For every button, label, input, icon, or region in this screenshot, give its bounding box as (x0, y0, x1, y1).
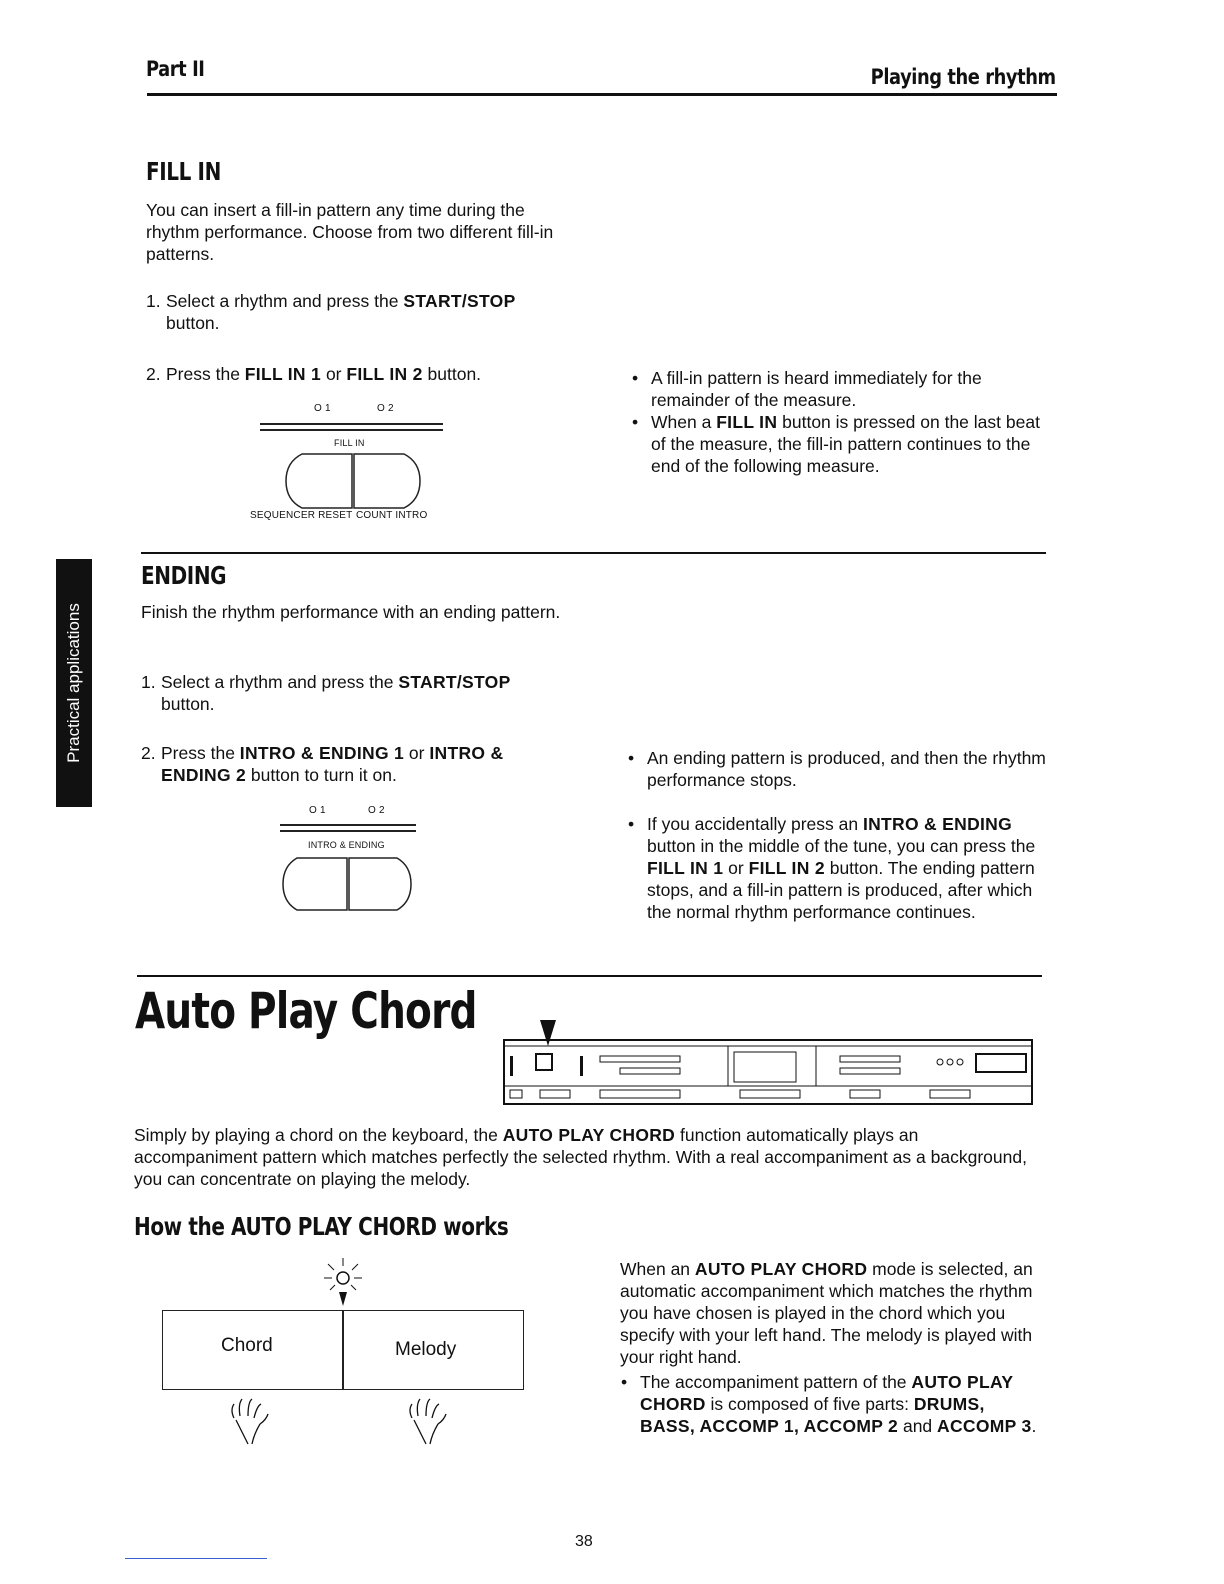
right-hand-icon (402, 1396, 450, 1446)
fill-in-intro: You can insert a fill-in pattern any time during the rhythm performance. Choose from two different fill-in patterns. (146, 200, 554, 264)
melody-zone (342, 1310, 524, 1390)
step-number: 1. (141, 672, 156, 692)
list-item: • If you accidentally press an INTRO & ENDING button in the middle of the tune, you can press the FILL IN 1 or FILL IN 2 button. The ending pattern stops, and a fill-in pattern is produced, after which the normal rhythm performance continues. (621, 813, 1051, 923)
fill-in-heading: FILL IN (146, 157, 221, 186)
step-number: 2. (141, 743, 156, 763)
ending-step-2 (141, 742, 571, 786)
start-stop-label: START/STOP (398, 672, 511, 692)
step-text: button. (422, 364, 482, 384)
intro-ending-button-diagram (275, 800, 425, 915)
ending-step-1 (141, 671, 571, 715)
start-stop-label: START/STOP (403, 291, 516, 311)
left-hand-icon (224, 1396, 272, 1446)
fill-in-button-diagram (250, 398, 450, 528)
ending-intro: Finish the rhythm performance with an ending pattern. (141, 602, 561, 622)
step-text-cont: button. (166, 313, 220, 333)
fill-in-1-label: FILL IN 1 (244, 364, 322, 384)
page-number: 38 (575, 1533, 593, 1550)
auto-play-intro: Simply by playing a chord on the keyboard, the AUTO PLAY CHORD function automatically plays an accompaniment pattern which matches perfectly the selected rhythm. With a real accompaniment as a background, you can concentrate on playing the melody. (134, 1125, 1027, 1189)
chord-label: Chord (221, 1335, 273, 1356)
intro-ending-group-label: INTRO & ENDING (308, 840, 385, 850)
ending-heading: ENDING (141, 561, 227, 590)
split-point-light-icon (318, 1250, 368, 1308)
section-divider (137, 975, 1042, 977)
list-item: • A fill-in pattern is heard immediately for the remainder of the measure. (625, 367, 1055, 411)
step-number: 2. (146, 364, 161, 384)
step-text: Select a rhythm and press the (166, 291, 404, 311)
list-item: • When a FILL IN button is pressed on the last beat of the measure, the fill-in pattern continues to the end of the following measure. (625, 411, 1055, 477)
melody-label: Melody (395, 1339, 457, 1360)
button-1-number: O 1 (309, 805, 326, 816)
button-1-number: O 1 (314, 403, 331, 414)
fill-in-step-2 (146, 363, 576, 385)
step-text: Press the (166, 364, 245, 384)
section-divider (141, 552, 1046, 554)
header-rule (147, 93, 1057, 96)
auto-play-description: When an AUTO PLAY CHORD mode is selected, an automatic accompaniment which matches the rhythm you have chosen is played in the chord which you specify with your left hand. The melody is played with your right hand. (620, 1259, 1033, 1367)
fill-in-buttons[interactable] (284, 452, 422, 510)
side-tab-label: Practical applications (64, 603, 83, 763)
list-item: • The accompaniment pattern of the AUTO PLAY CHORD is composed of five parts: DRUMS, BASS, ACCOMP 1, ACCOMP 2 and ACCOMP 3. (614, 1371, 1040, 1437)
auto-play-notes (614, 1371, 1040, 1437)
step-text-cont: button. (161, 694, 215, 714)
button-2-number: O 2 (377, 403, 394, 414)
count-intro-label: COUNT INTRO (356, 510, 428, 521)
button-2-number: O 2 (368, 805, 385, 816)
fill-in-notes (625, 367, 1055, 477)
fill-in-2-label: FILL IN 2 (346, 364, 423, 384)
how-auto-play-works-heading: How the AUTO PLAY CHORD works (134, 1212, 509, 1241)
step-text: or (321, 364, 347, 384)
intro-ending-buttons[interactable] (281, 856, 413, 912)
fill-in-step-1 (146, 290, 576, 334)
step-text: Select a rhythm and press the (161, 672, 399, 692)
sequencer-reset-label: SEQUENCER RESET (250, 510, 353, 521)
header-part: Part II (146, 57, 205, 81)
list-item: • An ending pattern is produced, and then the rhythm performance stops. (621, 747, 1051, 791)
auto-play-chord-heading: Auto Play Chord (135, 982, 477, 1040)
fill-in-group-label: FILL IN (334, 438, 365, 448)
ending-notes (621, 747, 1051, 923)
side-tab (56, 559, 92, 807)
chord-zone (162, 1310, 344, 1390)
control-panel-illustration (500, 1018, 1036, 1108)
header-title: Playing the rhythm (870, 65, 1056, 89)
step-text: Press the INTRO & ENDING 1 or INTRO & ENDING 2 button to turn it on. (161, 743, 504, 785)
footer-line (125, 1558, 267, 1559)
step-number: 1. (146, 291, 161, 311)
